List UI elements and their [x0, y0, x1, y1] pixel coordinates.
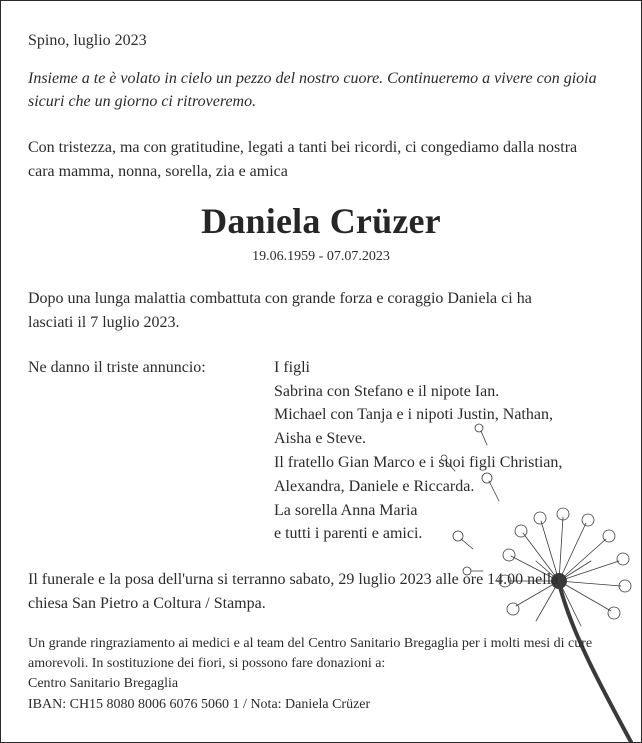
deceased-name: Daniela Crüzer — [201, 201, 441, 241]
quote-line-2: sicuri che un giorno ci ritroveremo. — [28, 93, 257, 110]
family-line: La sorella Anna Maria — [274, 502, 418, 519]
illness-line-1: Dopo una lunga malattia combattuta con grande forza e coraggio Daniela ci ha — [28, 290, 532, 307]
quote-line-1: Insieme a te è volato in cielo un pezzo del nostro cuore. Continueremo a vivere con gioia — [28, 70, 597, 87]
family-line: I figli — [274, 359, 310, 376]
intro-line-1: Con tristezza, ma con gratitudine, legati a tanti bei ricordi, ci congediamo dalla nostra — [28, 139, 578, 156]
donation-recipient: Centro Sanitario Bregaglia — [28, 676, 179, 691]
family-line: Aisha e Steve. — [274, 430, 366, 447]
place-date: Spino, luglio 2023 — [28, 32, 147, 49]
family-line: Michael con Tanja e i nipoti Justin, Nathan, — [274, 406, 553, 423]
family-line: Sabrina con Stefano e il nipote Ian. — [274, 383, 500, 400]
family-line: Alexandra, Daniele e Riccarda. — [274, 478, 475, 495]
funeral-line-2: chiesa San Pietro a Coltura / Stampa. — [28, 595, 266, 612]
thanks-line-1: Un grande ringraziamento ai medici e al team del Centro Sanitario Bregaglia per i molti mesi di cure — [28, 636, 593, 651]
family-line: e tutti i parenti e amici. — [274, 525, 423, 542]
iban-line: IBAN: CH15 8080 8006 6076 5060 1 / Nota: Daniela Crüzer — [28, 697, 371, 712]
thanks-line-2: amorevoli. In sostituzione dei fiori, si possono fare donazioni a: — [28, 656, 386, 671]
family-line: Il fratello Gian Marco e i suoi figli Christian, — [274, 454, 563, 471]
life-dates: 19.06.1959 - 07.07.2023 — [252, 249, 390, 264]
illness-line-2: lasciati il 7 luglio 2023. — [28, 314, 180, 331]
announcement-label: Ne danno il triste annuncio: — [28, 359, 206, 376]
funeral-line-1: Il funerale e la posa dell'urna si terranno sabato, 29 luglio 2023 alle ore 14.00 nella — [28, 571, 559, 588]
intro-line-2: cara mamma, nonna, sorella, zia e amica — [28, 163, 288, 180]
